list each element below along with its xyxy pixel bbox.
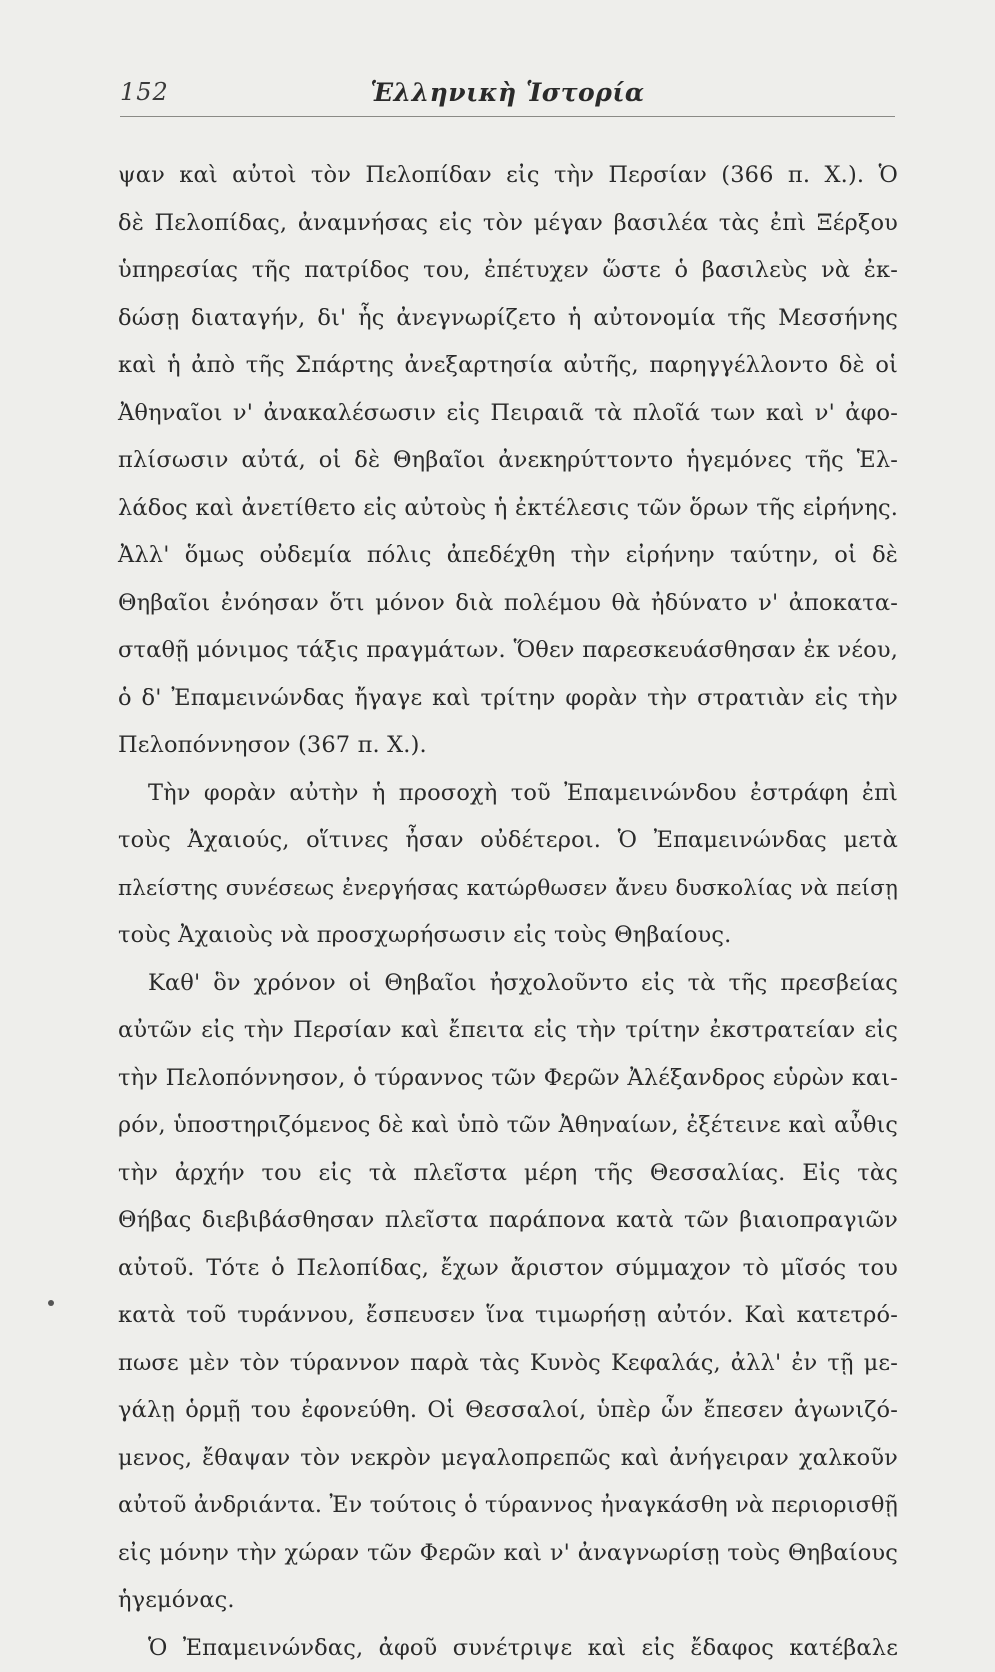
text-line: τοὺς Ἀχαιοὺς νὰ προσχωρήσωσιν εἰς τοὺς Θηβαίους. xyxy=(118,912,898,960)
text-line: Θήβας διεβιβάσθησαν πλεῖστα παράπονα κατὰ τῶν βιαιοπραγιῶν xyxy=(118,1197,898,1245)
text-line: τοὺς Ἀχαιούς, οἵτινες ἦσαν οὐδέτεροι. Ὁ Ἐπαμεινώνδας μετὰ xyxy=(118,817,898,865)
text-line: πλείστης συνέσεως ἐνεργήσας κατώρθωσεν ἄνευ δυσκολίας νὰ πείσῃ xyxy=(118,865,898,913)
text-line: τὴν Πελοπόννησον, ὁ τύραννος τῶν Φερῶν Ἀλέξανδρος εὑρὼν και- xyxy=(118,1055,898,1103)
text-line: κατὰ τοῦ τυράννου, ἔσπευσεν ἵνα τιμωρήσῃ αὐτόν. Καὶ κατετρό- xyxy=(118,1292,898,1340)
text-line: ὑπηρεσίας τῆς πατρίδος του, ἐπέτυχεν ὥστε ὁ βασιλεὺς νὰ ἐκ- xyxy=(118,247,898,295)
text-line: καὶ ἡ ἀπὸ τῆς Σπάρτης ἀνεξαρτησία αὐτῆς, παρηγγέλλοντο δὲ οἱ xyxy=(118,342,898,390)
text-line: εἰς μόνην τὴν χώραν τῶν Φερῶν καὶ ν' ἀναγνωρίσῃ τοὺς Θηβαίους xyxy=(118,1530,898,1578)
text-line: Πελοπόννησον (367 π. Χ.). xyxy=(118,722,898,770)
text-line: δώσῃ διαταγήν, δι' ἧς ἀνεγνωρίζετο ἡ αὐτονομία τῆς Μεσσήνης xyxy=(118,295,898,343)
text-line: πωσε μὲν τὸν τύραννον παρὰ τὰς Κυνὸς Κεφαλάς, ἀλλ' ἐν τῇ με- xyxy=(118,1340,898,1388)
text-line: τὴν ἀρχήν του εἰς τὰ πλεῖστα μέρη τῆς Θεσσαλίας. Εἰς τὰς xyxy=(118,1150,898,1198)
text-line: Ἀθηναῖοι ν' ἀνακαλέσωσιν εἰς Πειραιᾶ τὰ πλοῖά των καὶ ν' ἀφο- xyxy=(118,390,898,438)
text-line: Ἀλλ' ὅμως οὐδεμία πόλις ἀπεδέχθη τὴν εἰρήνην ταύτην, οἱ δὲ xyxy=(118,532,898,580)
margin-mark xyxy=(48,1300,54,1306)
text-line: ψαν καὶ αὐτοὶ τὸν Πελοπίδαν εἰς τὴν Περσίαν (366 π. Χ.). Ὁ xyxy=(118,152,898,200)
text-line: Θηβαῖοι ἐνόησαν ὅτι μόνον διὰ πολέμου θὰ ἠδύνατο ν' ἀποκατα- xyxy=(118,580,898,628)
text-line: αὐτῶν εἰς τὴν Περσίαν καὶ ἔπειτα εἰς τὴν τρίτην ἐκστρατείαν εἰς xyxy=(118,1007,898,1055)
text-line: ρόν, ὑποστηριζόμενος δὲ καὶ ὑπὸ τῶν Ἀθηναίων, ἐξέτεινε καὶ αὖθις xyxy=(118,1102,898,1150)
text-line: ὁ δ' Ἐπαμεινώνδας ἤγαγε καὶ τρίτην φορὰν τὴν στρατιὰν εἰς τὴν xyxy=(118,675,898,723)
text-line: δὲ Πελοπίδας, ἀναμνήσας εἰς τὸν μέγαν βασιλέα τὰς ἐπὶ Ξέρξου xyxy=(118,200,898,248)
text-line: αὐτοῦ. Τότε ὁ Πελοπίδας, ἔχων ἄριστον σύμμαχον τὸ μῖσός του xyxy=(118,1245,898,1293)
text-line: λάδος καὶ ἀνετίθετο εἰς αὐτοὺς ἡ ἐκτέλεσις τῶν ὅρων τῆς εἰρήνης. xyxy=(118,485,898,533)
text-line: ἡγεμόνας. xyxy=(118,1577,898,1625)
running-title: Ἑλληνικὴ Ἱστορία xyxy=(120,78,895,107)
text-line: πλίσωσιν αὐτά, οἱ δὲ Θηβαῖοι ἀνεκηρύττοντο ἡγεμόνες τῆς Ἑλ- xyxy=(118,437,898,485)
text-line: γάλῃ ὁρμῇ του ἐφονεύθη. Οἱ Θεσσαλοί, ὑπὲρ ὧν ἔπεσεν ἀγωνιζό- xyxy=(118,1387,898,1435)
text-line: Τὴν φορὰν αὐτὴν ἡ προσοχὴ τοῦ Ἐπαμεινώνδου ἐστράφη ἐπὶ xyxy=(118,770,898,818)
page-header xyxy=(120,72,895,117)
text-line: σταθῇ μόνιμος τάξις πραγμάτων. Ὅθεν παρεσκευάσθησαν ἐκ νέου, xyxy=(118,627,898,675)
text-line: Ὁ Ἐπαμεινώνδας, ἀφοῦ συνέτριψε καὶ εἰς ἔδαφος κατέβαλε xyxy=(118,1625,898,1672)
text-line: αὐτοῦ ἀνδριάντα. Ἐν τούτοις ὁ τύραννος ἠναγκάσθη νὰ περιορισθῇ xyxy=(118,1482,898,1530)
page-number: 152 xyxy=(120,78,169,106)
text-line: μενος, ἔθαψαν τὸν νεκρὸν μεγαλοπρεπῶς καὶ ἀνήγειραν χαλκοῦν xyxy=(118,1435,898,1483)
body-text xyxy=(118,152,898,1672)
text-line: Καθ' ὃν χρόνον οἱ Θηβαῖοι ἠσχολοῦντο εἰς τὰ τῆς πρεσβείας xyxy=(118,960,898,1008)
